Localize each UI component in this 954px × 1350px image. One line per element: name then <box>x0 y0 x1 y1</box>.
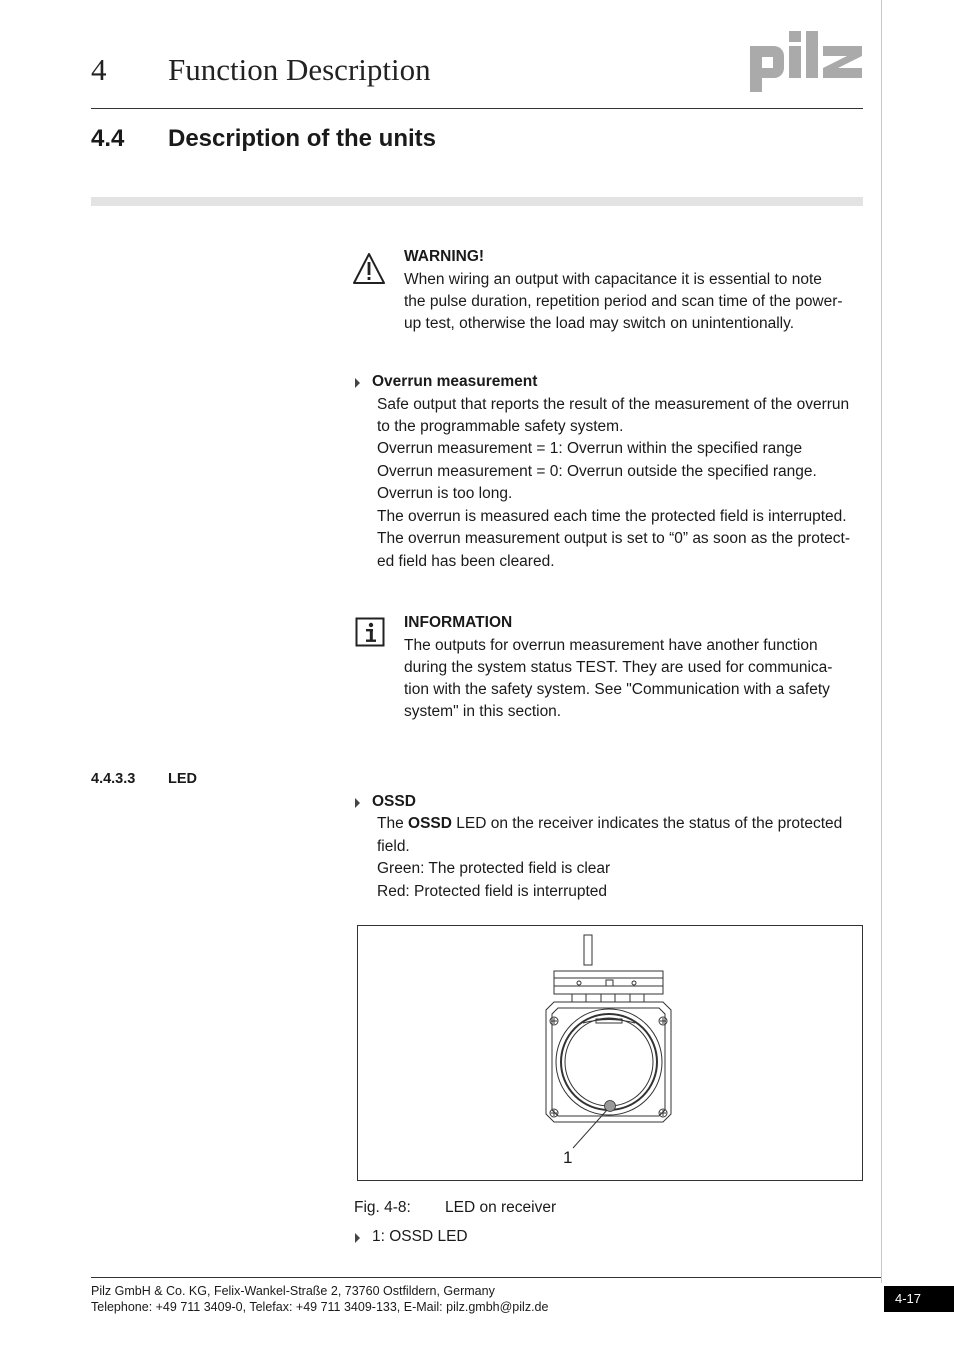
figure-legend: 1: OSSD LED <box>372 1228 468 1245</box>
callout-label: 1 <box>563 1148 573 1167</box>
section-divider-bar <box>91 197 863 206</box>
bullet-arrow-icon <box>354 797 362 809</box>
overrun-line: Overrun is too long. <box>377 485 513 502</box>
information-line: tion with the safety system. See "Communication with a safety <box>404 681 830 698</box>
footer-address: Pilz GmbH & Co. KG, Felix-Wankel-Straße 2, 73760 Ostfildern, Germany <box>91 1284 495 1298</box>
ossd-term: OSSD <box>408 815 452 832</box>
bullet-arrow-icon <box>354 1232 362 1244</box>
receiver-drawing <box>358 926 862 1180</box>
page-number: 4-17 <box>895 1291 922 1306</box>
header-rule <box>91 108 863 109</box>
overrun-line: The overrun measurement output is set to “0” as soon as the protect- <box>377 530 850 547</box>
chapter-title: Function Description <box>168 52 431 87</box>
ossd-text: LED on the receiver indicates the status of the protected <box>451 815 843 832</box>
subsection-title: LED <box>168 771 197 787</box>
information-line: during the system status TEST. They are used for communica- <box>404 659 833 676</box>
information-line: system" in this section. <box>404 703 562 720</box>
chapter-number: 4 <box>91 52 107 87</box>
figure-caption-text: LED on receiver <box>445 1199 557 1216</box>
ossd-title: OSSD <box>372 793 416 810</box>
section-title: Description of the units <box>168 125 437 152</box>
information-line: The outputs for overrun measurement have another function <box>404 637 818 654</box>
overrun-line: Overrun measurement = 1: Overrun within the specified range <box>377 440 803 457</box>
warning-line: When wiring an output with capacitance it is essential to note <box>404 271 822 288</box>
footer-rule <box>91 1277 881 1278</box>
receiver-figure <box>357 925 863 1181</box>
overrun-line: Overrun measurement = 0: Overrun outside the specified range. <box>377 463 817 480</box>
information-title: INFORMATION <box>404 614 513 631</box>
warning-line: up test, otherwise the load may switch on unintentionally. <box>404 315 795 332</box>
ossd-line: Red: Protected field is interrupted <box>377 883 608 900</box>
ossd-line: Green: The protected field is clear <box>377 860 611 877</box>
bullet-arrow-icon <box>354 377 362 389</box>
overrun-title: Overrun measurement <box>372 373 538 390</box>
pilz-logo <box>748 28 864 99</box>
overrun-line: to the programmable safety system. <box>377 418 624 435</box>
ossd-line: field. <box>377 838 410 855</box>
page-number-badge <box>884 1286 954 1312</box>
warning-triangle-icon <box>352 252 386 291</box>
overrun-line: Safe output that reports the result of the measurement of the overrun <box>377 396 850 413</box>
overrun-line: The overrun is measured each time the protected field is interrupted. <box>377 508 847 525</box>
section-number: 4.4 <box>91 125 125 152</box>
ossd-text: The <box>377 815 409 832</box>
ossd-description <box>377 813 842 835</box>
footer-contact: Telephone: +49 711 3409-0, Telefax: +49 711 3409-133, E-Mail: pilz.gmbh@pilz.de <box>91 1300 549 1314</box>
warning-title: WARNING! <box>404 248 485 265</box>
overrun-line: ed field has been cleared. <box>377 553 555 570</box>
footer <box>91 1283 548 1315</box>
page-margin-line <box>881 0 882 1283</box>
subsection-number: 4.4.3.3 <box>91 771 136 787</box>
figure-caption-label: Fig. 4-8: <box>354 1199 411 1216</box>
information-icon <box>355 617 385 652</box>
warning-line: the pulse duration, repetition period and scan time of the power- <box>404 293 843 310</box>
